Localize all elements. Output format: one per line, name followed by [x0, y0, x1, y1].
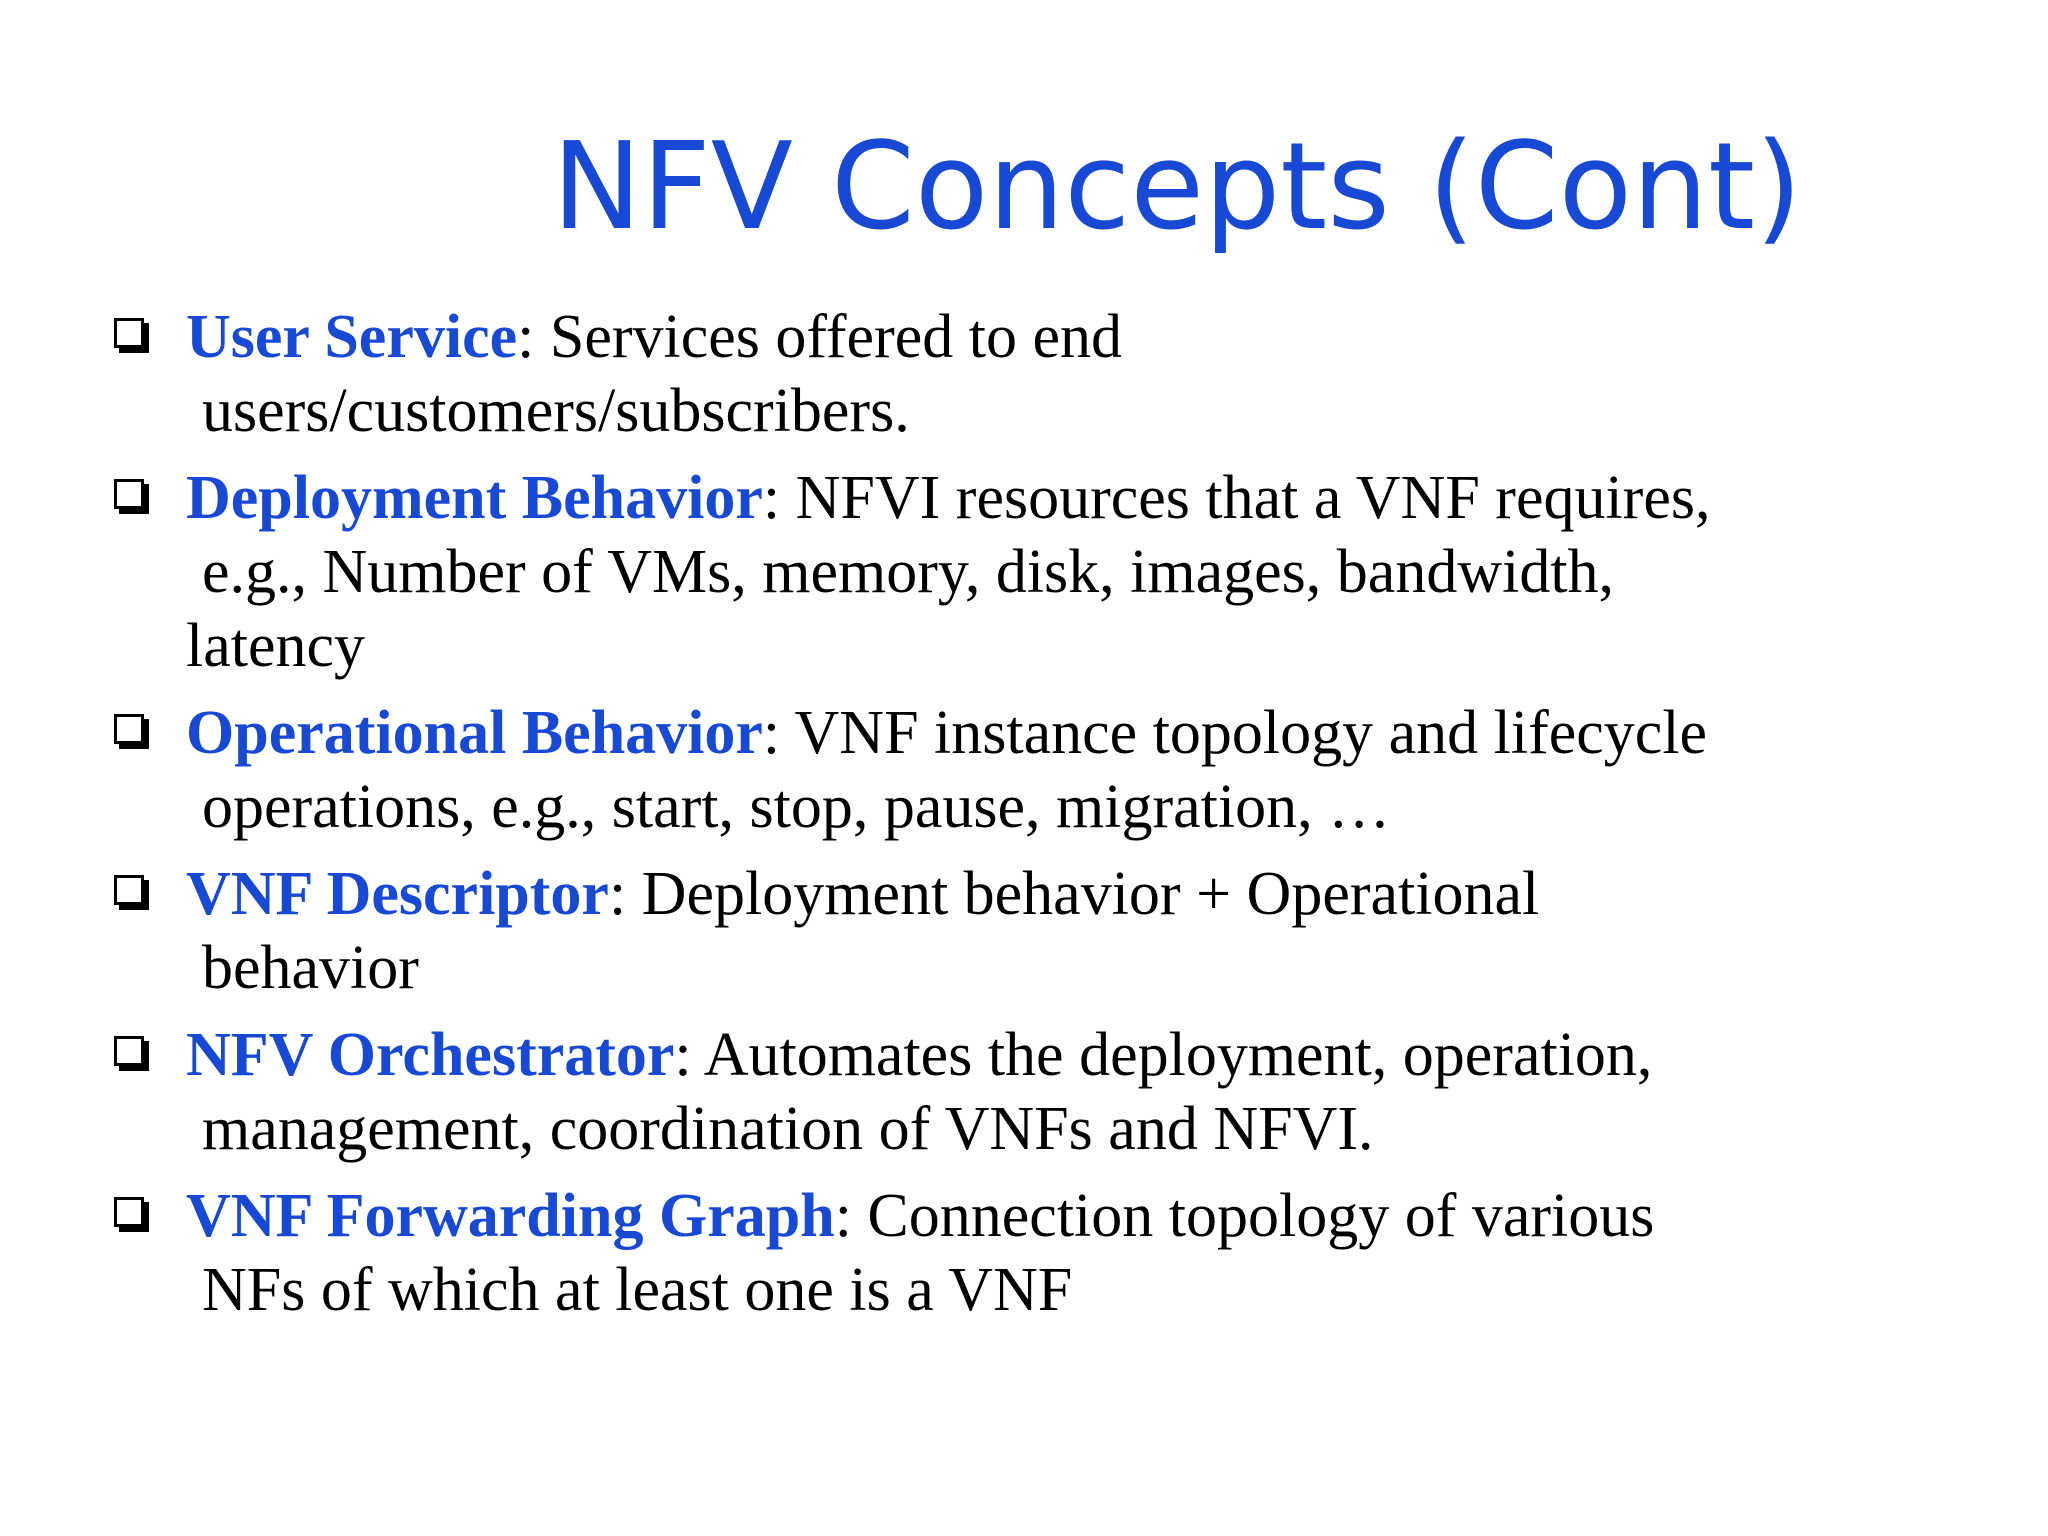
bullet-continuation: latency: [186, 612, 366, 680]
square-bullet-icon: [114, 1197, 144, 1227]
bullet-continuation: management, coordination of VNFs and NFVI.: [202, 1095, 1374, 1163]
bullet-term: Operational Behavior: [186, 699, 763, 767]
bullet-term: Deployment Behavior: [186, 464, 763, 532]
square-bullet-icon: [114, 318, 144, 348]
bullet-line: [186, 461, 2006, 535]
bullet-term: NFV Orchestrator: [186, 1021, 675, 1089]
bullet-continuation: users/customers/subscribers.: [202, 377, 910, 445]
bullet-user-service: [106, 300, 2006, 448]
bullet-operational-behavior: [106, 696, 2006, 844]
bullet-text: : Automates the deployment, operation,: [674, 1021, 1653, 1089]
bullet-term: VNF Forwarding Graph: [186, 1182, 835, 1250]
bullet-continuation: operations, e.g., start, stop, pause, migration, …: [202, 773, 1391, 841]
bullet-line: [186, 1179, 2006, 1253]
bullet-line: [186, 1018, 2006, 1092]
bullet-list: [106, 300, 2006, 1340]
bullet-nfv-orchestrator: [106, 1018, 2006, 1166]
square-bullet-icon: [114, 714, 144, 744]
bullet-continuation: behavior: [202, 934, 419, 1002]
bullet-term: User Service: [186, 303, 518, 371]
bullet-deployment-behavior: [106, 461, 2006, 683]
bullet-line: [186, 857, 2006, 931]
bullet-continuation: NFs of which at least one is a VNF: [202, 1256, 1073, 1324]
square-bullet-icon: [114, 875, 144, 905]
bullet-vnf-forwarding-graph: [106, 1179, 2006, 1327]
bullet-text: : VNF instance topology and lifecycle: [762, 699, 1708, 767]
bullet-term: VNF Descriptor: [186, 860, 609, 928]
bullet-text: : Connection topology of various: [834, 1182, 1655, 1250]
bullet-vnf-descriptor: [106, 857, 2006, 1005]
bullet-text: : Deployment behavior + Operational: [608, 860, 1540, 928]
square-bullet-icon: [114, 1036, 144, 1066]
bullet-text: : NFVI resources that a VNF requires,: [762, 464, 1711, 532]
slide-title: NFV Concepts (Cont): [552, 118, 1802, 257]
bullet-continuation: e.g., Number of VMs, memory, disk, images, bandwidth,: [202, 538, 1615, 606]
square-bullet-icon: [114, 479, 144, 509]
bullet-line: [186, 300, 2006, 374]
bullet-line: [186, 696, 2006, 770]
bullet-text: : Services offered to end: [517, 303, 1122, 371]
